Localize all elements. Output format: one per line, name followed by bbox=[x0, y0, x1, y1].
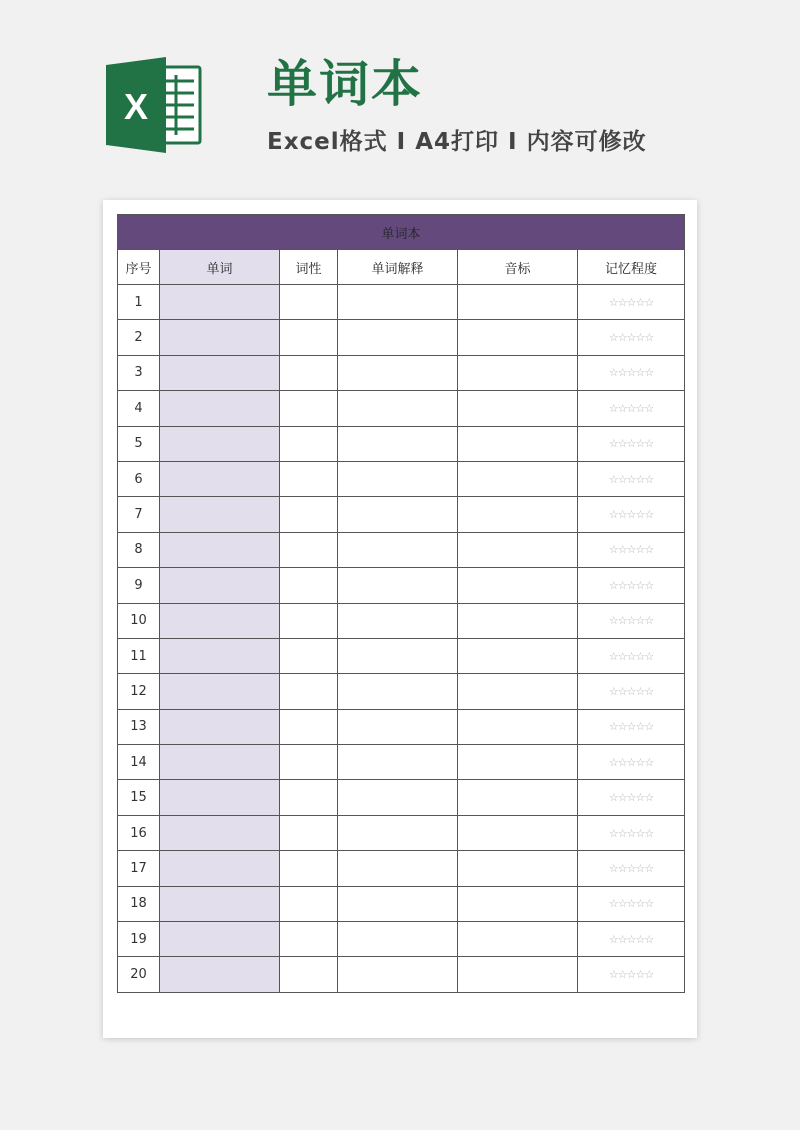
excel-logo-letter: X bbox=[123, 86, 149, 127]
part-of-speech-cell[interactable] bbox=[280, 568, 338, 603]
table-row bbox=[118, 957, 685, 992]
definition-cell[interactable] bbox=[338, 886, 458, 921]
word-cell[interactable] bbox=[160, 638, 280, 673]
phonetic-cell[interactable] bbox=[458, 285, 578, 320]
definition-cell[interactable] bbox=[338, 355, 458, 390]
part-of-speech-cell[interactable] bbox=[280, 851, 338, 886]
row-index-cell: 19 bbox=[118, 922, 160, 957]
column-header-phonetic: 音标 bbox=[458, 250, 578, 285]
word-cell[interactable] bbox=[160, 922, 280, 957]
part-of-speech-cell[interactable] bbox=[280, 426, 338, 461]
star-rating-icons: ☆☆☆☆☆ bbox=[608, 614, 654, 628]
memory-rating-cell[interactable] bbox=[578, 638, 685, 673]
phonetic-cell[interactable] bbox=[458, 745, 578, 780]
table-row bbox=[118, 320, 685, 355]
part-of-speech-cell[interactable] bbox=[280, 497, 338, 532]
table-row bbox=[118, 461, 685, 496]
star-rating-icons: ☆☆☆☆☆ bbox=[608, 720, 654, 734]
memory-rating-cell[interactable] bbox=[578, 603, 685, 638]
table-row bbox=[118, 355, 685, 390]
part-of-speech-cell[interactable] bbox=[280, 745, 338, 780]
row-index-cell: 20 bbox=[118, 957, 160, 992]
word-cell[interactable] bbox=[160, 426, 280, 461]
table-row bbox=[118, 851, 685, 886]
definition-cell[interactable] bbox=[338, 674, 458, 709]
star-rating-icons: ☆☆☆☆☆ bbox=[608, 543, 654, 557]
star-rating-icons: ☆☆☆☆☆ bbox=[608, 508, 654, 522]
part-of-speech-cell[interactable] bbox=[280, 285, 338, 320]
memory-rating-cell[interactable] bbox=[578, 851, 685, 886]
word-cell[interactable] bbox=[160, 497, 280, 532]
definition-cell[interactable] bbox=[338, 957, 458, 992]
table-row bbox=[118, 674, 685, 709]
table-row bbox=[118, 638, 685, 673]
part-of-speech-cell[interactable] bbox=[280, 815, 338, 850]
word-cell[interactable] bbox=[160, 532, 280, 567]
row-index-cell: 16 bbox=[118, 815, 160, 850]
memory-rating-cell[interactable] bbox=[578, 426, 685, 461]
memory-rating-cell[interactable] bbox=[578, 886, 685, 921]
table-row bbox=[118, 497, 685, 532]
column-header-index: 序号 bbox=[118, 250, 160, 285]
memory-rating-cell[interactable] bbox=[578, 780, 685, 815]
page-header bbox=[0, 0, 800, 190]
column-header-word: 单词 bbox=[160, 250, 280, 285]
row-index-cell: 9 bbox=[118, 568, 160, 603]
row-index-cell: 4 bbox=[118, 391, 160, 426]
definition-cell[interactable] bbox=[338, 320, 458, 355]
phonetic-cell[interactable] bbox=[458, 815, 578, 850]
star-rating-icons: ☆☆☆☆☆ bbox=[608, 684, 654, 698]
definition-cell[interactable] bbox=[338, 745, 458, 780]
word-cell[interactable] bbox=[160, 674, 280, 709]
phonetic-cell[interactable] bbox=[458, 638, 578, 673]
phonetic-cell[interactable] bbox=[458, 780, 578, 815]
star-rating-icons: ☆☆☆☆☆ bbox=[608, 791, 654, 805]
row-index-cell: 11 bbox=[118, 638, 160, 673]
star-rating-icons: ☆☆☆☆☆ bbox=[608, 649, 654, 663]
phonetic-cell[interactable] bbox=[458, 532, 578, 567]
definition-cell[interactable] bbox=[338, 532, 458, 567]
memory-rating-cell[interactable] bbox=[578, 745, 685, 780]
table-banner-title: 单词本 bbox=[118, 215, 685, 250]
row-index-cell: 18 bbox=[118, 886, 160, 921]
word-cell[interactable] bbox=[160, 461, 280, 496]
row-index-cell: 7 bbox=[118, 497, 160, 532]
definition-cell[interactable] bbox=[338, 391, 458, 426]
part-of-speech-cell[interactable] bbox=[280, 461, 338, 496]
part-of-speech-cell[interactable] bbox=[280, 532, 338, 567]
row-index-cell: 1 bbox=[118, 285, 160, 320]
table-row bbox=[118, 745, 685, 780]
phonetic-cell[interactable] bbox=[458, 391, 578, 426]
star-rating-icons: ☆☆☆☆☆ bbox=[608, 968, 654, 982]
word-cell[interactable] bbox=[160, 709, 280, 744]
definition-cell[interactable] bbox=[338, 638, 458, 673]
phonetic-cell[interactable] bbox=[458, 851, 578, 886]
phonetic-cell[interactable] bbox=[458, 568, 578, 603]
memory-rating-cell[interactable] bbox=[578, 285, 685, 320]
star-rating-icons: ☆☆☆☆☆ bbox=[608, 366, 654, 380]
part-of-speech-cell[interactable] bbox=[280, 922, 338, 957]
table-header-row bbox=[118, 250, 685, 285]
table-row bbox=[118, 780, 685, 815]
word-cell[interactable] bbox=[160, 886, 280, 921]
table-row bbox=[118, 922, 685, 957]
word-cell[interactable] bbox=[160, 355, 280, 390]
row-index-cell: 15 bbox=[118, 780, 160, 815]
memory-rating-cell[interactable] bbox=[578, 957, 685, 992]
table-row bbox=[118, 426, 685, 461]
star-rating-icons: ☆☆☆☆☆ bbox=[608, 861, 654, 875]
part-of-speech-cell[interactable] bbox=[280, 709, 338, 744]
definition-cell[interactable] bbox=[338, 426, 458, 461]
table-row bbox=[118, 285, 685, 320]
row-index-cell: 10 bbox=[118, 603, 160, 638]
part-of-speech-cell[interactable] bbox=[280, 638, 338, 673]
memory-rating-cell[interactable] bbox=[578, 815, 685, 850]
definition-cell[interactable] bbox=[338, 603, 458, 638]
star-rating-icons: ☆☆☆☆☆ bbox=[608, 578, 654, 592]
row-index-cell: 13 bbox=[118, 709, 160, 744]
page-subtitle: Excel格式 I A4打印 I 内容可修改 bbox=[267, 129, 647, 155]
vocabulary-table bbox=[117, 214, 685, 993]
phonetic-cell[interactable] bbox=[458, 674, 578, 709]
memory-rating-cell[interactable] bbox=[578, 391, 685, 426]
part-of-speech-cell[interactable] bbox=[280, 886, 338, 921]
star-rating-icons: ☆☆☆☆☆ bbox=[608, 897, 654, 911]
word-cell[interactable] bbox=[160, 957, 280, 992]
definition-cell[interactable] bbox=[338, 568, 458, 603]
definition-cell[interactable] bbox=[338, 461, 458, 496]
definition-cell[interactable] bbox=[338, 851, 458, 886]
row-index-cell: 6 bbox=[118, 461, 160, 496]
part-of-speech-cell[interactable] bbox=[280, 320, 338, 355]
table-row bbox=[118, 709, 685, 744]
row-index-cell: 12 bbox=[118, 674, 160, 709]
table-row bbox=[118, 568, 685, 603]
phonetic-cell[interactable] bbox=[458, 922, 578, 957]
phonetic-cell[interactable] bbox=[458, 320, 578, 355]
page-title: 单词本 bbox=[267, 55, 423, 113]
star-rating-icons: ☆☆☆☆☆ bbox=[608, 755, 654, 769]
spreadsheet-paper bbox=[103, 200, 697, 1038]
part-of-speech-cell[interactable] bbox=[280, 603, 338, 638]
word-cell[interactable] bbox=[160, 780, 280, 815]
table-row bbox=[118, 391, 685, 426]
word-cell[interactable] bbox=[160, 745, 280, 780]
column-header-part-of-speech: 词性 bbox=[280, 250, 338, 285]
definition-cell[interactable] bbox=[338, 922, 458, 957]
memory-rating-cell[interactable] bbox=[578, 355, 685, 390]
word-cell[interactable] bbox=[160, 391, 280, 426]
word-cell[interactable] bbox=[160, 285, 280, 320]
definition-cell[interactable] bbox=[338, 780, 458, 815]
star-rating-icons: ☆☆☆☆☆ bbox=[608, 472, 654, 486]
row-index-cell: 8 bbox=[118, 532, 160, 567]
phonetic-cell[interactable] bbox=[458, 355, 578, 390]
phonetic-cell[interactable] bbox=[458, 426, 578, 461]
table-row bbox=[118, 603, 685, 638]
part-of-speech-cell[interactable] bbox=[280, 957, 338, 992]
excel-icon bbox=[104, 55, 204, 155]
part-of-speech-cell[interactable] bbox=[280, 391, 338, 426]
phonetic-cell[interactable] bbox=[458, 709, 578, 744]
table-row bbox=[118, 815, 685, 850]
word-cell[interactable] bbox=[160, 851, 280, 886]
part-of-speech-cell[interactable] bbox=[280, 780, 338, 815]
row-index-cell: 5 bbox=[118, 426, 160, 461]
row-index-cell: 17 bbox=[118, 851, 160, 886]
star-rating-icons: ☆☆☆☆☆ bbox=[608, 331, 654, 345]
star-rating-icons: ☆☆☆☆☆ bbox=[608, 826, 654, 840]
word-cell[interactable] bbox=[160, 568, 280, 603]
memory-rating-cell[interactable] bbox=[578, 922, 685, 957]
table-row bbox=[118, 886, 685, 921]
part-of-speech-cell[interactable] bbox=[280, 674, 338, 709]
star-rating-icons: ☆☆☆☆☆ bbox=[608, 295, 654, 309]
phonetic-cell[interactable] bbox=[458, 886, 578, 921]
definition-cell[interactable] bbox=[338, 709, 458, 744]
definition-cell[interactable] bbox=[338, 497, 458, 532]
star-rating-icons: ☆☆☆☆☆ bbox=[608, 437, 654, 451]
word-cell[interactable] bbox=[160, 815, 280, 850]
part-of-speech-cell[interactable] bbox=[280, 355, 338, 390]
memory-rating-cell[interactable] bbox=[578, 497, 685, 532]
column-header-memory-level: 记忆程度 bbox=[578, 250, 685, 285]
word-cell[interactable] bbox=[160, 603, 280, 638]
column-header-definition: 单词解释 bbox=[338, 250, 458, 285]
memory-rating-cell[interactable] bbox=[578, 320, 685, 355]
table-row bbox=[118, 532, 685, 567]
phonetic-cell[interactable] bbox=[458, 497, 578, 532]
memory-rating-cell[interactable] bbox=[578, 709, 685, 744]
phonetic-cell[interactable] bbox=[458, 461, 578, 496]
star-rating-icons: ☆☆☆☆☆ bbox=[608, 401, 654, 415]
phonetic-cell[interactable] bbox=[458, 603, 578, 638]
memory-rating-cell[interactable] bbox=[578, 461, 685, 496]
memory-rating-cell[interactable] bbox=[578, 674, 685, 709]
table-body bbox=[118, 285, 685, 993]
row-index-cell: 14 bbox=[118, 745, 160, 780]
star-rating-icons: ☆☆☆☆☆ bbox=[608, 932, 654, 946]
definition-cell[interactable] bbox=[338, 285, 458, 320]
row-index-cell: 3 bbox=[118, 355, 160, 390]
memory-rating-cell[interactable] bbox=[578, 532, 685, 567]
memory-rating-cell[interactable] bbox=[578, 568, 685, 603]
definition-cell[interactable] bbox=[338, 815, 458, 850]
phonetic-cell[interactable] bbox=[458, 957, 578, 992]
row-index-cell: 2 bbox=[118, 320, 160, 355]
word-cell[interactable] bbox=[160, 320, 280, 355]
